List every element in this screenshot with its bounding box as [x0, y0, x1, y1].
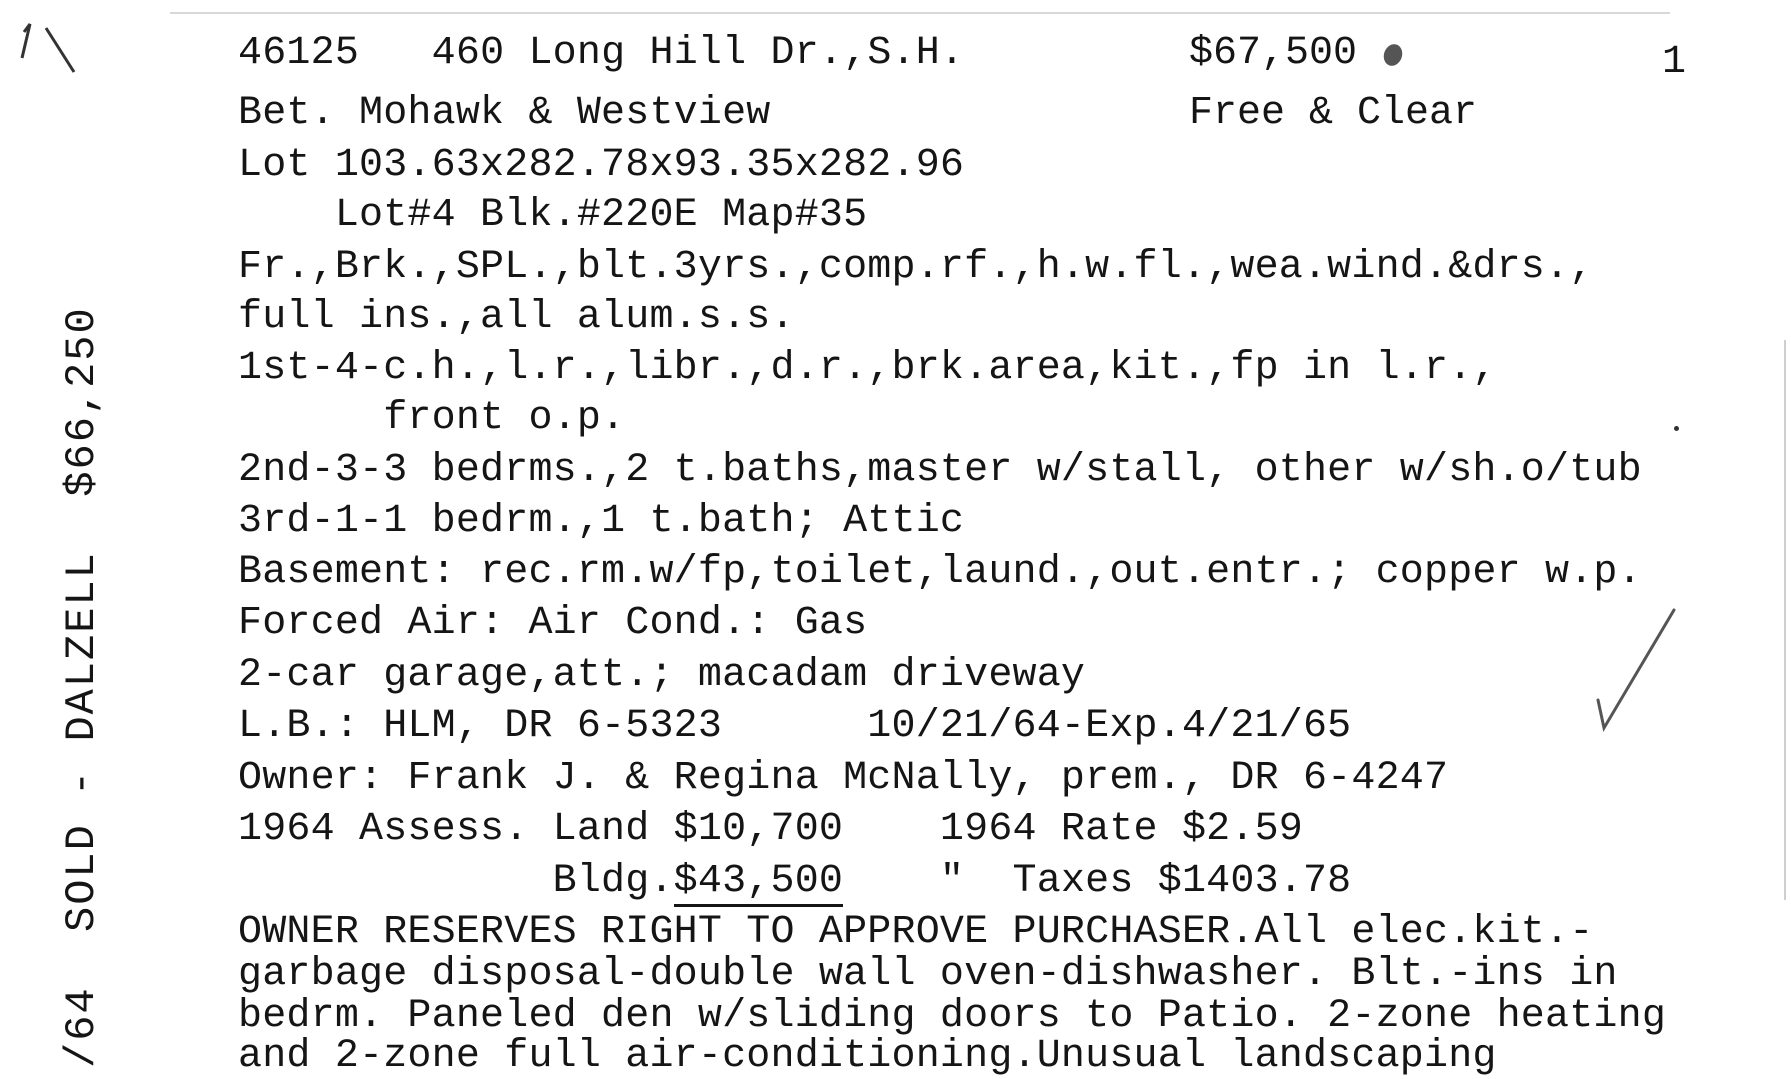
card-top-edge	[170, 12, 1670, 14]
second-floor-line: 2nd-3-3 bedrms.,2 t.baths,master w/stall, other w/sh.o/tub	[238, 448, 1642, 493]
lot-block-map: Lot#4 Blk.#220E Map#35	[238, 193, 868, 238]
remarks-line-1: OWNER RESERVES RIGHT TO APPROVE PURCHASER.All elec.kit.-	[238, 910, 1594, 955]
bldg-label: Bldg.	[238, 859, 674, 904]
basement-line: Basement: rec.rm.w/fp,toilet,laund.,out.entr.; copper w.p.	[238, 550, 1642, 595]
building-taxes-line	[238, 858, 1351, 906]
taxes-label: " Taxes $1403.78	[843, 859, 1352, 904]
construction-line-1: Fr.,Brk.,SPL.,blt.3yrs.,comp.rf.,h.w.fl.,wea.wind.&drs.,	[238, 245, 1594, 290]
checkmark-icon	[1590, 600, 1680, 740]
financing: Free & Clear	[1189, 91, 1478, 136]
remarks-line-2: garbage disposal-double wall oven-dishwasher. Blt.-ins in	[238, 952, 1618, 997]
property-address: 460 Long Hill Dr.,S.H.	[431, 31, 965, 76]
listing-broker-line: L.B.: HLM, DR 6-5323 10/21/64-Exp.4/21/65	[238, 704, 1352, 749]
owner-line: Owner: Frank J. & Regina McNally, prem., DR 6-4247	[238, 756, 1449, 801]
bldg-value: $43,500	[674, 859, 843, 907]
first-floor-line-2: front o.p.	[238, 396, 626, 441]
remarks-line-4: and 2-zone full air-conditioning.Unusual landscaping	[238, 1034, 1497, 1079]
card-right-edge	[1784, 340, 1786, 900]
garage-line: 2-car garage,att.; macadam driveway	[238, 653, 1086, 698]
ink-blot	[1381, 42, 1405, 69]
remarks-line-3: bedrm. Paneled den w/sliding doors to Patio. 2-zone heating	[238, 994, 1667, 1039]
assessment-line: 1964 Assess. Land $10,700 1964 Rate $2.59	[238, 807, 1303, 852]
lot-dimensions: Lot 103.63x282.78x93.35x282.96	[238, 143, 965, 188]
ink-dot	[1674, 426, 1679, 431]
construction-line-2: full ins.,all alum.s.s.	[238, 295, 795, 340]
handwritten-corner-mark	[8, 18, 78, 78]
third-floor-line: 3rd-1-1 bedrm.,1 t.bath; Attic	[238, 499, 965, 544]
location-line: Bet. Mohawk & Westview	[238, 91, 771, 136]
header-line	[238, 30, 964, 78]
heating-line: Forced Air: Air Cond.: Gas	[238, 601, 868, 646]
listing-number: 46125	[238, 31, 360, 76]
sold-stamp: /64 SOLD - DALZELL $66,250	[58, 306, 106, 1068]
card-number: 1	[1662, 40, 1687, 85]
price: $67,500	[1189, 31, 1358, 76]
first-floor-line-1: 1st-4-c.h.,l.r.,libr.,d.r.,brk.area,kit.,fp in l.r.,	[238, 346, 1497, 391]
